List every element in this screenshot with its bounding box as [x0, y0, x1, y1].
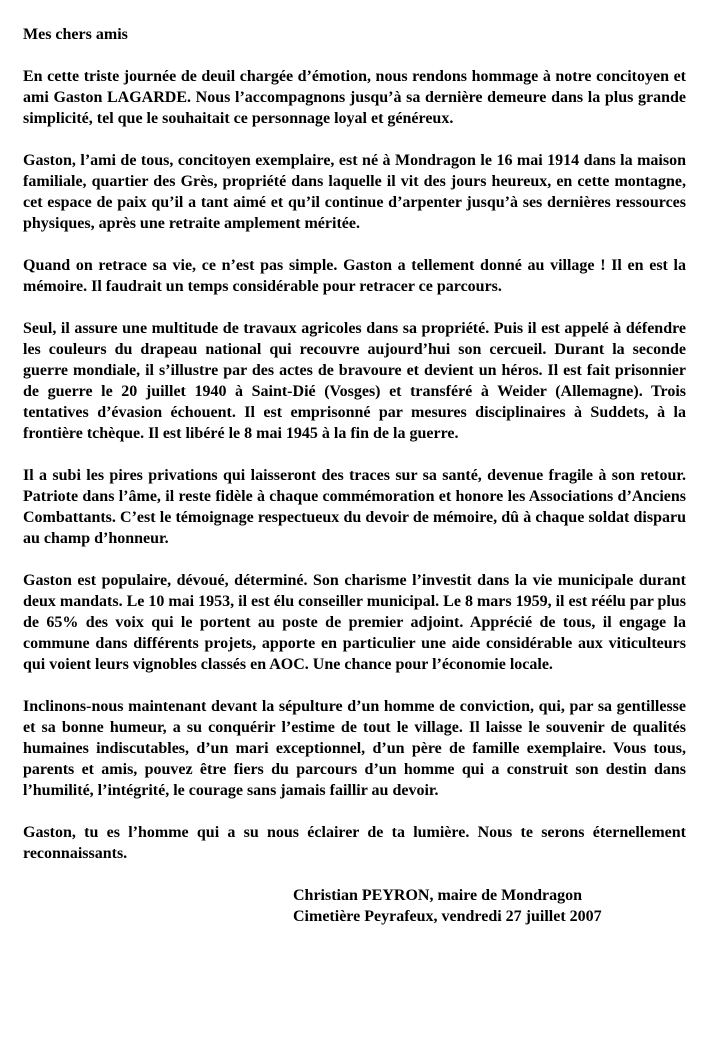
signature-author: Christian PEYRON, maire de Mondragon: [293, 887, 583, 904]
paragraph-municipal: Gaston est populaire, dévoué, déterminé. Son charisme l’investit dans la vie municipale durant deux mandats. Le 10 mai 1953, il est élu conseiller municipal. Le 8 mars 1959, il est réélu par plus de 65% des voix qui le portent au poste de premier adjoint. Apprécié de tous, il engage la commune dans différents projets, apporte en particulier une aide considérable aux viticulteurs qui voient leurs vignobles classés en AOC. Une chance pour l’économie locale.: [23, 572, 686, 673]
paragraph-memory: Quand on retrace sa vie, ce n’est pas simple. Gaston a tellement donné au village ! Il en est la mémoire. Il faudrait un temps considérable pour retracer ce parcours.: [23, 257, 686, 295]
paragraph-war: Seul, il assure une multitude de travaux agricoles dans sa propriété. Puis il est appelé à défendre les couleurs du drapeau national qui recouvre aujourd’hui son cercueil. Durant la seconde guerre mondiale, il s’illustre par des actes de bravoure et devient un héros. Il est fait prisonnier de guerre le 20 juillet 1940 à Saint-Dié (Vosges) et transféré à Weider (Allemagne). Trois tentatives d’évasion échouent. Il est emprisonné par mesures disciplinaires à Suddets, à la frontière tchèque. Il est libéré le 8 mai 1945 à la fin de la guerre.: [23, 320, 686, 442]
signature-block: [293, 885, 686, 927]
signature-place-date: Cimetière Peyrafeux, vendredi 27 juillet 2007: [293, 908, 602, 925]
salutation: Mes chers amis: [23, 26, 128, 43]
paragraph-patriot: Il a subi les pires privations qui laisseront des traces sur sa santé, devenue fragile à son retour. Patriote dans l’âme, il reste fidèle à chaque commémoration et honore les Associations d’Anciens Combattants. C’est le témoignage respectueux du devoir de mémoire, dû à chaque soldat disparu au champ d’honneur.: [23, 467, 686, 547]
paragraph-tribute: Inclinons-nous maintenant devant la sépulture d’un homme de conviction, qui, par sa gentillesse et sa bonne humeur, a su conquérir l’estime de tout le village. Il laisse le souvenir de qualités humaines indiscutables, d’un mari exceptionnel, d’un père de famille exemplaire. Vous tous, parents et amis, pouvez être fiers du parcours d’un homme qui a construit son destin dans l’humilité, l’intégrité, le courage sans jamais faillir au devoir.: [23, 698, 686, 799]
paragraph-birth: Gaston, l’ami de tous, concitoyen exemplaire, est né à Mondragon le 16 mai 1914 dans la maison familiale, quartier des Grès, propriété dans laquelle il vit des jours heureux, en cette montagne, cet espace de paix qu’il a tant aimé et qu’il continue d’arpenter jusqu’à ses dernières ressources physiques, après une retraite amplement méritée.: [23, 152, 686, 232]
paragraph-farewell: Gaston, tu es l’homme qui a su nous éclairer de ta lumière. Nous te serons éternellement reconnaissants.: [23, 824, 686, 862]
paragraph-homage: En cette triste journée de deuil chargée d’émotion, nous rendons hommage à notre concitoyen et ami Gaston LAGARDE. Nous l’accompagnons jusqu’à sa dernière demeure dans la plus grande simplicité, tel que le souhaitait ce personnage loyal et généreux.: [23, 68, 686, 127]
